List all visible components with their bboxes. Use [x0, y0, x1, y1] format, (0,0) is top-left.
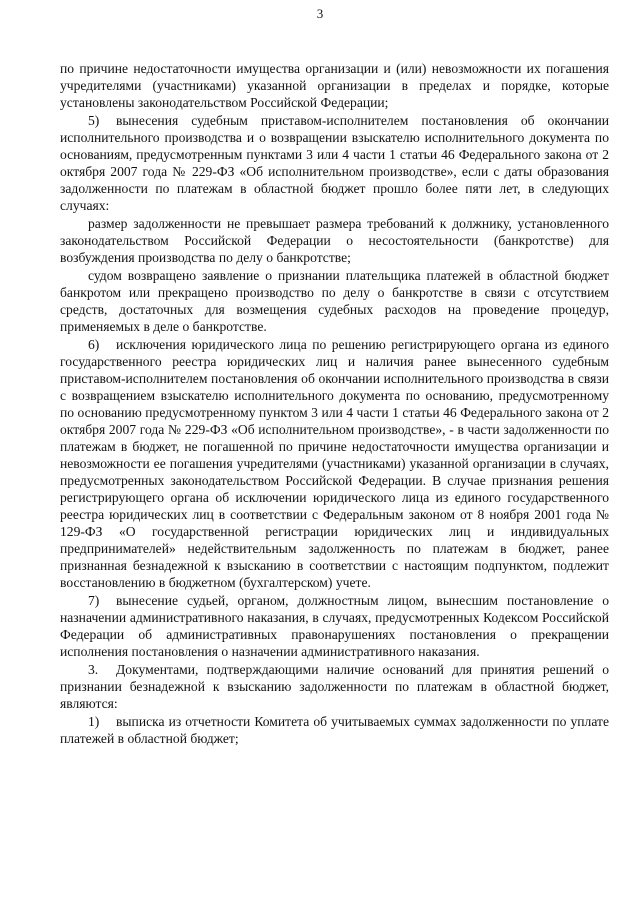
paragraph-text: выписка из отчетности Комитета об учитываемых суммах задолженности по уплате платежей в областной бюджет;	[60, 714, 609, 746]
paragraph-text: исключения юридического лица по решению регистрирующего органа из единого государственного реестра юридических лиц и наличия ранее вынесенного судебным приставом-исполнителем постановления об окончании исполнительного производства в связи с возвращением взыскателю исполнительного документа по основанию, предусмотренному по основанию предусмотренному пунктом 3 или 4 части 1 статьи 46 Федерального закона от 2 октября 2007 года № 229-ФЗ «Об исполнительном производстве», - в части задолженности по платежам в бюджет, не погашенной по причине недостаточности имущества организации и невозможности ее погашения учредителями (участниками) указанной организации в случаях, предусмотренных законодательством Российской Федерации. В случае признания решения регистрирующего органа об исключении юридического лица из единого государственного реестра юридических лиц в соответствии с Федеральным законом от 8 ноября 2001 года № 129-ФЗ «О государственной регистрации юридических лиц и индивидуальных предпринимателей» недействительным задолженность по платежам в бюджет, ранее признанная безнадежной к взысканию в соответствии с настоящим подпунктом, подлежит восстановлению в бюджетном (бухгалтерском) учете.	[60, 337, 609, 590]
paragraph-text: вынесения судебным приставом-исполнителем постановления об окончании исполнительного производства и о возвращении взыскателю исполнительного документа по основаниям, предусмотренным пунктами 3 или 4 части 1 статьи 46 Федерального закона от 2 октября 2007 года № 229-ФЗ «Об исполнительном производстве», если с даты образования задолженности по платежам в областной бюджет прошло более пяти лет, в следующих случаях:	[60, 113, 609, 213]
paragraph-text: вынесение судьей, органом, должностным лицом, вынесшим постановление о назначении административного наказания, в случаях, предусмотренных Кодексом Российской Федерации об административных правонарушениях постановления о прекращении исполнения постановления о назначении административного наказания.	[60, 593, 609, 659]
item-number: 3.	[88, 662, 99, 677]
paragraph-text: судом возвращено заявление о признании плательщика платежей в областной бюджет банкротом или прекращено производство по делу о банкротстве в связи с отсутствием средств, достаточных для возмещения судебных расходов на проведение процедур, применяемых в деле о банкротстве.	[60, 268, 609, 334]
item-number: 7)	[88, 593, 100, 608]
paragraph-item-7	[60, 592, 609, 660]
paragraph-continuation	[60, 60, 609, 111]
item-number: 5)	[88, 113, 100, 128]
paragraph-case-2	[60, 267, 609, 335]
paragraph-text: Документами, подтверждающими наличие оснований для принятия решений о признании безнадежной к взысканию задолженности по платежам в областной бюджет, являются:	[60, 662, 609, 711]
paragraph-text: размер задолженности не превышает размера требований к должнику, установленного законодательством Российской Федерации о несостоятельности (банкротстве) для возбуждения производства по делу о банкротстве;	[60, 216, 609, 265]
paragraph-case-1	[60, 215, 609, 266]
paragraph-item-6	[60, 336, 609, 591]
paragraph-item-1	[60, 713, 609, 747]
page-number: 3	[316, 6, 324, 21]
item-number: 1)	[88, 714, 100, 729]
item-number: 6)	[88, 337, 100, 352]
document-body	[60, 60, 609, 747]
paragraph-item-5	[60, 112, 609, 214]
paragraph-text: по причине недостаточности имущества организации и (или) невозможности их погашения учредителями (участниками) указанной организации в пределах и порядке, которые установлены законодательством Российской Федерации;	[60, 61, 609, 110]
paragraph-section-3	[60, 661, 609, 712]
